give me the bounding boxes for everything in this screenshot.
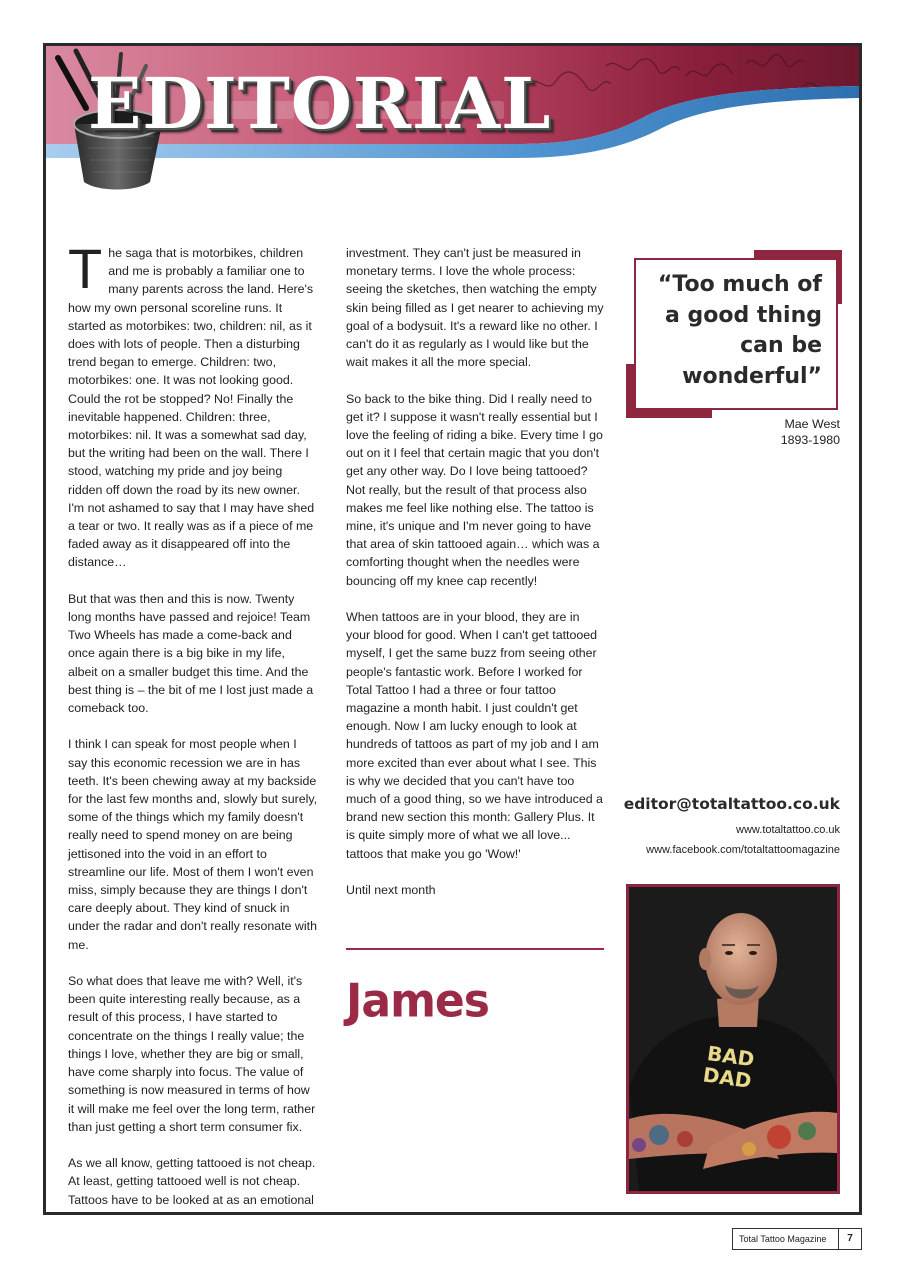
editor-signature: James [346,974,489,1029]
contact-links [606,820,840,860]
quote-line: wonderful” [682,363,822,389]
magazine-name: Total Tattoo Magazine [733,1229,839,1249]
quote-line: “Too much of [657,272,822,297]
quote-attribution [666,416,840,448]
editor-portrait-image [629,887,837,1191]
shirt-text-bad: BAD [705,1041,756,1072]
page-frame [43,43,862,1215]
editor-photo [626,884,840,1194]
drop-cap: T [68,237,103,300]
quote-line: a good thing [664,302,822,328]
quote-line: can be [740,333,822,358]
article-paragraph: The saga that is motorbikes, children and me is probably a familiar one to many parents across the land. Here's how my own personal scoreline runs. It started as motorbikes: two, children: nil, as it does with lots of people. Then a disturbing trend began to emerge. Children: two, motorbikes: one. It was not looking good. Could the rot be stopped? No! Finally the inevitable happened. Children: three, motorbikes: nil. It was a somewhat sad day, but the writing had been on the wall. There I stood, watching my pride and joy being ridden off down the road by its new owner. I'm not ashamed to say that I may have shed a tear or two. It really was as if a piece of me faded away as it disappeared off into the distance… [68,237,315,570]
quote-years: 1893-1980 [780,433,840,447]
article-paragraph: When tattoos are in your blood, they are in your blood for good. When I can't get tattooed myself, I get the same buzz from seeing other people's fantastic work. Before I worked for Total Tattoo I had a three or four tattoo magazine a month habit. I just couldn't get enough. Now I am lucky enough to look at hundreds of tattoos as part of my job and I am more excited than ever about what I see. This is why we decided that you can't have too much of a good thing, so we have introduced a brand new section this month: Gallery Plus. It is quite simply more of what we all love... tattoos that make you go 'Wow!' [346,610,603,861]
editorial-banner [46,46,859,206]
banner-title: EDITORIAL [88,62,552,145]
article-sign-off: Until next month [346,883,436,898]
signature-divider [346,948,604,950]
article-paragraph: But that was then and this is now. Twenty long months have passed and rejoice! Team Two Wheels has made a come-back and once again there is a big bike in my life, albeit on a smaller budget this time. And the best thing is – the bit of me I lost just made a comeback too. [68,591,314,716]
page-footer [732,1228,862,1250]
article-paragraph: I think I can speak for most people when I say this economic recession we are in has teeth. It's been chewing away at my backside for the last few months and, slowly but surely, some of the things which my family doesn't really need to spend money on are being jettisoned into the void in an effort to streamline our life. Most of them I won't even miss, simply because they are things I don't care deeply about. They kind of snuck in under the radar and don't really resonate with me. [68,737,318,952]
editor-email-link[interactable]: editor@totaltattoo.co.uk [623,795,840,813]
article-column-2 [346,244,604,917]
article-paragraph: investment. They can't just be measured in monetary terms. I love the whole process: seeing the sketches, then watching the empty skin being filled as I get nearer to achieving my goal of a bodysuit. It's a reward like no other. I can't do it as regularly as I would like but the wait makes it all the more special. [346,246,604,370]
article-column-1 [68,237,318,1215]
facebook-link[interactable]: www.facebook.com/totaltattoomagazine [646,844,840,856]
quote-author: Mae West [784,417,840,431]
shirt-text-dad: DAD [701,1062,753,1094]
page-number: 7 [847,1233,853,1244]
article-paragraph: So what does that leave me with? Well, it's been quite interesting really because, as a result of this process, I have started to concentrate on the things I really value; the things I love, whether they are big or small, have come sharply into focus. The value of something is now measured in terms of how it will make me feel over the long term, rather than just getting a short term consumer fix. [68,974,316,1134]
article-paragraph: As we all know, getting tattooed is not cheap. At least, getting tattooed well is not cheap. Tattoos have to be looked at as an emotional [68,1156,316,1207]
pull-quote [634,258,838,410]
article-paragraph: So back to the bike thing. Did I really need to get it? I suppose it wasn't really essential but I love the feeling of riding a bike. Every time I go out on it I feel that certain magic that you don't get any other way. Do I love being tattooed? Not really, but the result of that process also makes me feel like nothing else. The tattoo is mine, it's unique and I'm never going to have that area of skin tattooed again… which was a comforting thought when the needles were bouncing off my knee cap recently! [346,391,603,588]
website-link[interactable]: www.totaltattoo.co.uk [736,824,840,836]
